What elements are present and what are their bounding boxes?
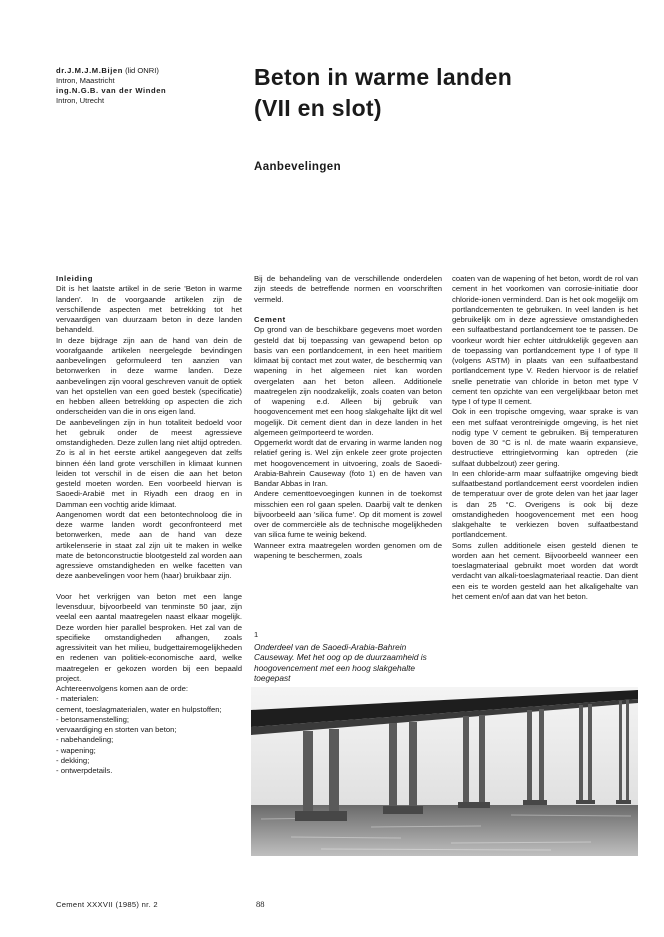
author-2-name: ing.N.G.B. van der Winden [56, 86, 167, 95]
paragraph: De aanbevelingen zijn in hun totaliteit bedoeld voor het gebruik onder de meest agressieve omstandigheden. Deze zullen lang niet altijd optreden. Zo is al in het eerste artikel aangegeven dat zelfs binnen één land grote verschillen in klimaat kunnen leiden tot verschil in de eisen die aan het beton gesteld moeten worden. Een voorbeeld hiervan is Saoedi-Arabië met in Riyadh een draog en in Damman een vochtig aride klimaat. [56, 417, 242, 509]
paragraph: Op grond van de beschikbare gegevens moet worden gesteld dat bij toepassing van gewapend beton op basis van een portlandcement, in een heet maritiem klimaat bij contact met zout water, de beschermiq van wapening in het algemeen niet kan worden overgelaten aan het beton alleen. Additionele maatregelen zijn noodzakelijk, zoals coaten van beton of wapening e.d. Alleen bij gebruik van hoogovencement met een hoog slakgehalte lijkt dit wel mogelijk. Dit cement dient dan in deze landen in het algemeen geïmporteerd te worden. [254, 325, 442, 437]
paragraph: Ook in een tropische omgeving, waar sprake is van een met sulfaat verontreinigde omgeving, is het niet nodig type V cement te gebruiken. Bij temperaturen boven de 30 °C is nl. de mate waarin expansieve, destructieve ettringietvorming kan optreden (zie sulfaat dubbelzout) zeer gering. [452, 407, 638, 468]
list-item: - dekking; [56, 755, 90, 765]
figure-caption [254, 630, 442, 684]
text-column-2 [254, 274, 442, 561]
page-number: 88 [256, 899, 265, 909]
section-heading-cement: Cement [254, 315, 286, 324]
paragraph: Soms zullen additionele eisen gesteld dienen te worden aan het cement. Bijvoorbeeld wanneer een toeslagmateriaal gebruikt moet worden dat wordt verdacht van alkali-toeslagmateriaal reactie. Dan dient een eis te worden gesteld aan het alkaligehalte van het cement en/of aan dat van het beton. [452, 540, 638, 601]
text-column-3 [452, 274, 638, 602]
paragraph: Dit is het laatste artikel in de serie 'Beton in warme landen'. In de voorgaande artikelen zijn de verschillende aspecten met betrekking tot het vervaardigen van duurzaam beton in deze landen behandeld. [56, 284, 242, 335]
paragraph: Voor het verkrijgen van beton met een lange levensduur, bijvoorbeeld van tenminste 50 jaar, zijn veelal een aantal maatregelen naast elkaar mogelijk. Deze worden hier parallel besproken. Het zal van de specifieke omstandigheden afhangen, zoals agressiviteit van het milieu, budgettairemogelijkheden en redenen van politiek-economische aard, welke maatregelen er gekozen worden bij een bepaald project. [56, 591, 242, 683]
paragraph: Aangenomen wordt dat een betontechnoloog die in deze warme landen wordt geconfronteerd met betonwerken, mede aan de hand van deze artikelenserie in staat zal zijn uit te maken in welke mate de betonconstructie blootgesteld zal worden aan agressieve omstandigheden en welke facetten van deze aanbevelingen voor hem (haar) bruikbaar zijn. [56, 509, 242, 581]
section-heading-inleiding: Inleiding [56, 274, 94, 283]
author-block [56, 66, 236, 106]
author-1-note: (lid ONRI) [125, 66, 159, 75]
article-subtitle: Aanbevelingen [254, 161, 341, 173]
paragraph: Bij de behandeling van de verschillende onderdelen zijn steeds de betreffende normen en voorschriften vermeld. [254, 274, 442, 304]
bridge-photo [251, 687, 638, 856]
text-column-1 [56, 274, 242, 776]
list-item: - ontwerpdetails. [56, 766, 113, 775]
list-item: - materialen: [56, 694, 99, 704]
paragraph: Achtereenvolgens komen aan de orde: [56, 684, 189, 693]
title-line-1: Beton in warme landen [254, 64, 513, 90]
list-item: - nabehandeling; [56, 735, 114, 745]
footer-journal: Cement XXXVII (1985) nr. 2 [56, 900, 158, 909]
paragraph: Wanneer extra maatregelen worden genomen om de wapening te beschermen, zoals [254, 540, 442, 560]
paragraph: In een chloride-arm maar sulfaatrijke omgeving biedt sulfaatbestand portlandcement eerst voordelen indien de temperatuur over de grote delen van het jaar lager is dan 25 °C. Overigens is ook bij deze omstandigheden hoogovencement met een hoog slakgehalte te verkiezen boven sulfaatbestand portlandcement. [452, 468, 638, 540]
bridge-photo-image [251, 687, 638, 856]
paragraph: In deze bijdrage zijn aan de hand van dein de voorafgaande artikelen neergelegde bevindingen aanbevelingen geformuleerd ten aanzien van betonwerken in deze warme landen. Deze aanbevelingen zijn vooral geschreven vanuit de optiek van het opstellen van een goed bestek (specificatie) en hebben alleen betrekking op aspecten die zich onderscheiden van die in ons eigen land. [56, 335, 242, 417]
list-item: - betonsamenstelling; [56, 714, 130, 724]
author-2-affiliation: Intron, Utrecht [56, 96, 105, 105]
figure-number: 1 [254, 630, 259, 639]
article-title [254, 62, 634, 124]
author-1-affiliation: Intron, Maastricht [56, 76, 115, 85]
figure-caption-text: Onderdeel van de Saoedi-Arabia-Bahrein Causeway. Met het oog op de duurzaamheid is hoogovencement met een hoog slakgehalte toegepast [254, 641, 427, 683]
paragraph: coaten van de wapening of het beton, wordt de rol van cement in het voorkomen van corrosie-initiatie door chloride-ionen verminderd. Dan is het ook mogelijk om portlandcementen te gebruiken. In veel landen is het gebruikelijk om in deze agressieve omstandigheden een sulfaatbestand portlandcement toe te passen. De voorkeur wordt hier echter uitdrukkelijk gegeven aan de toepassing van portlandcement type I of type II (volgens ASTM) in plaats van een sulfaatbestand portlandcement type V. Reden hiervoor is de relatief snelle penetratie van chloride in beton met type V cement ten opzichte van een vergelijkbaar beton met type I of type II cement. [452, 274, 638, 406]
author-1-name: dr.J.M.J.M.Bijen [56, 66, 123, 75]
paragraph: Andere cementtoevoegingen kunnen in de toekomst misschien een rol gaan spelen. Daarbij valt te denken bijvoorbeeld aan 'silica fume'. Op dit moment is zowel over de commerciële als de technische mogelijkheden van silica fume te weinig bekend. [254, 489, 442, 540]
paragraph: Opgemerkt wordt dat de ervaring in warme landen nog relatief gering is. Wel zijn enkele zeer grote projecten met hoogovencement in uitvoering, zoals de Saoedi-Arabia-Bahrein Causeway (foto 1) en de haven van Bandar Abbas in Iran. [254, 438, 442, 488]
list-item: cement, toeslagmaterialen, water en hulpstoffen; [56, 704, 222, 714]
list-item: - wapening; [56, 745, 96, 755]
topic-list [56, 694, 242, 776]
title-line-2: (VII en slot) [254, 95, 382, 121]
list-item: vervaardiging en storten van beton; [56, 725, 177, 734]
